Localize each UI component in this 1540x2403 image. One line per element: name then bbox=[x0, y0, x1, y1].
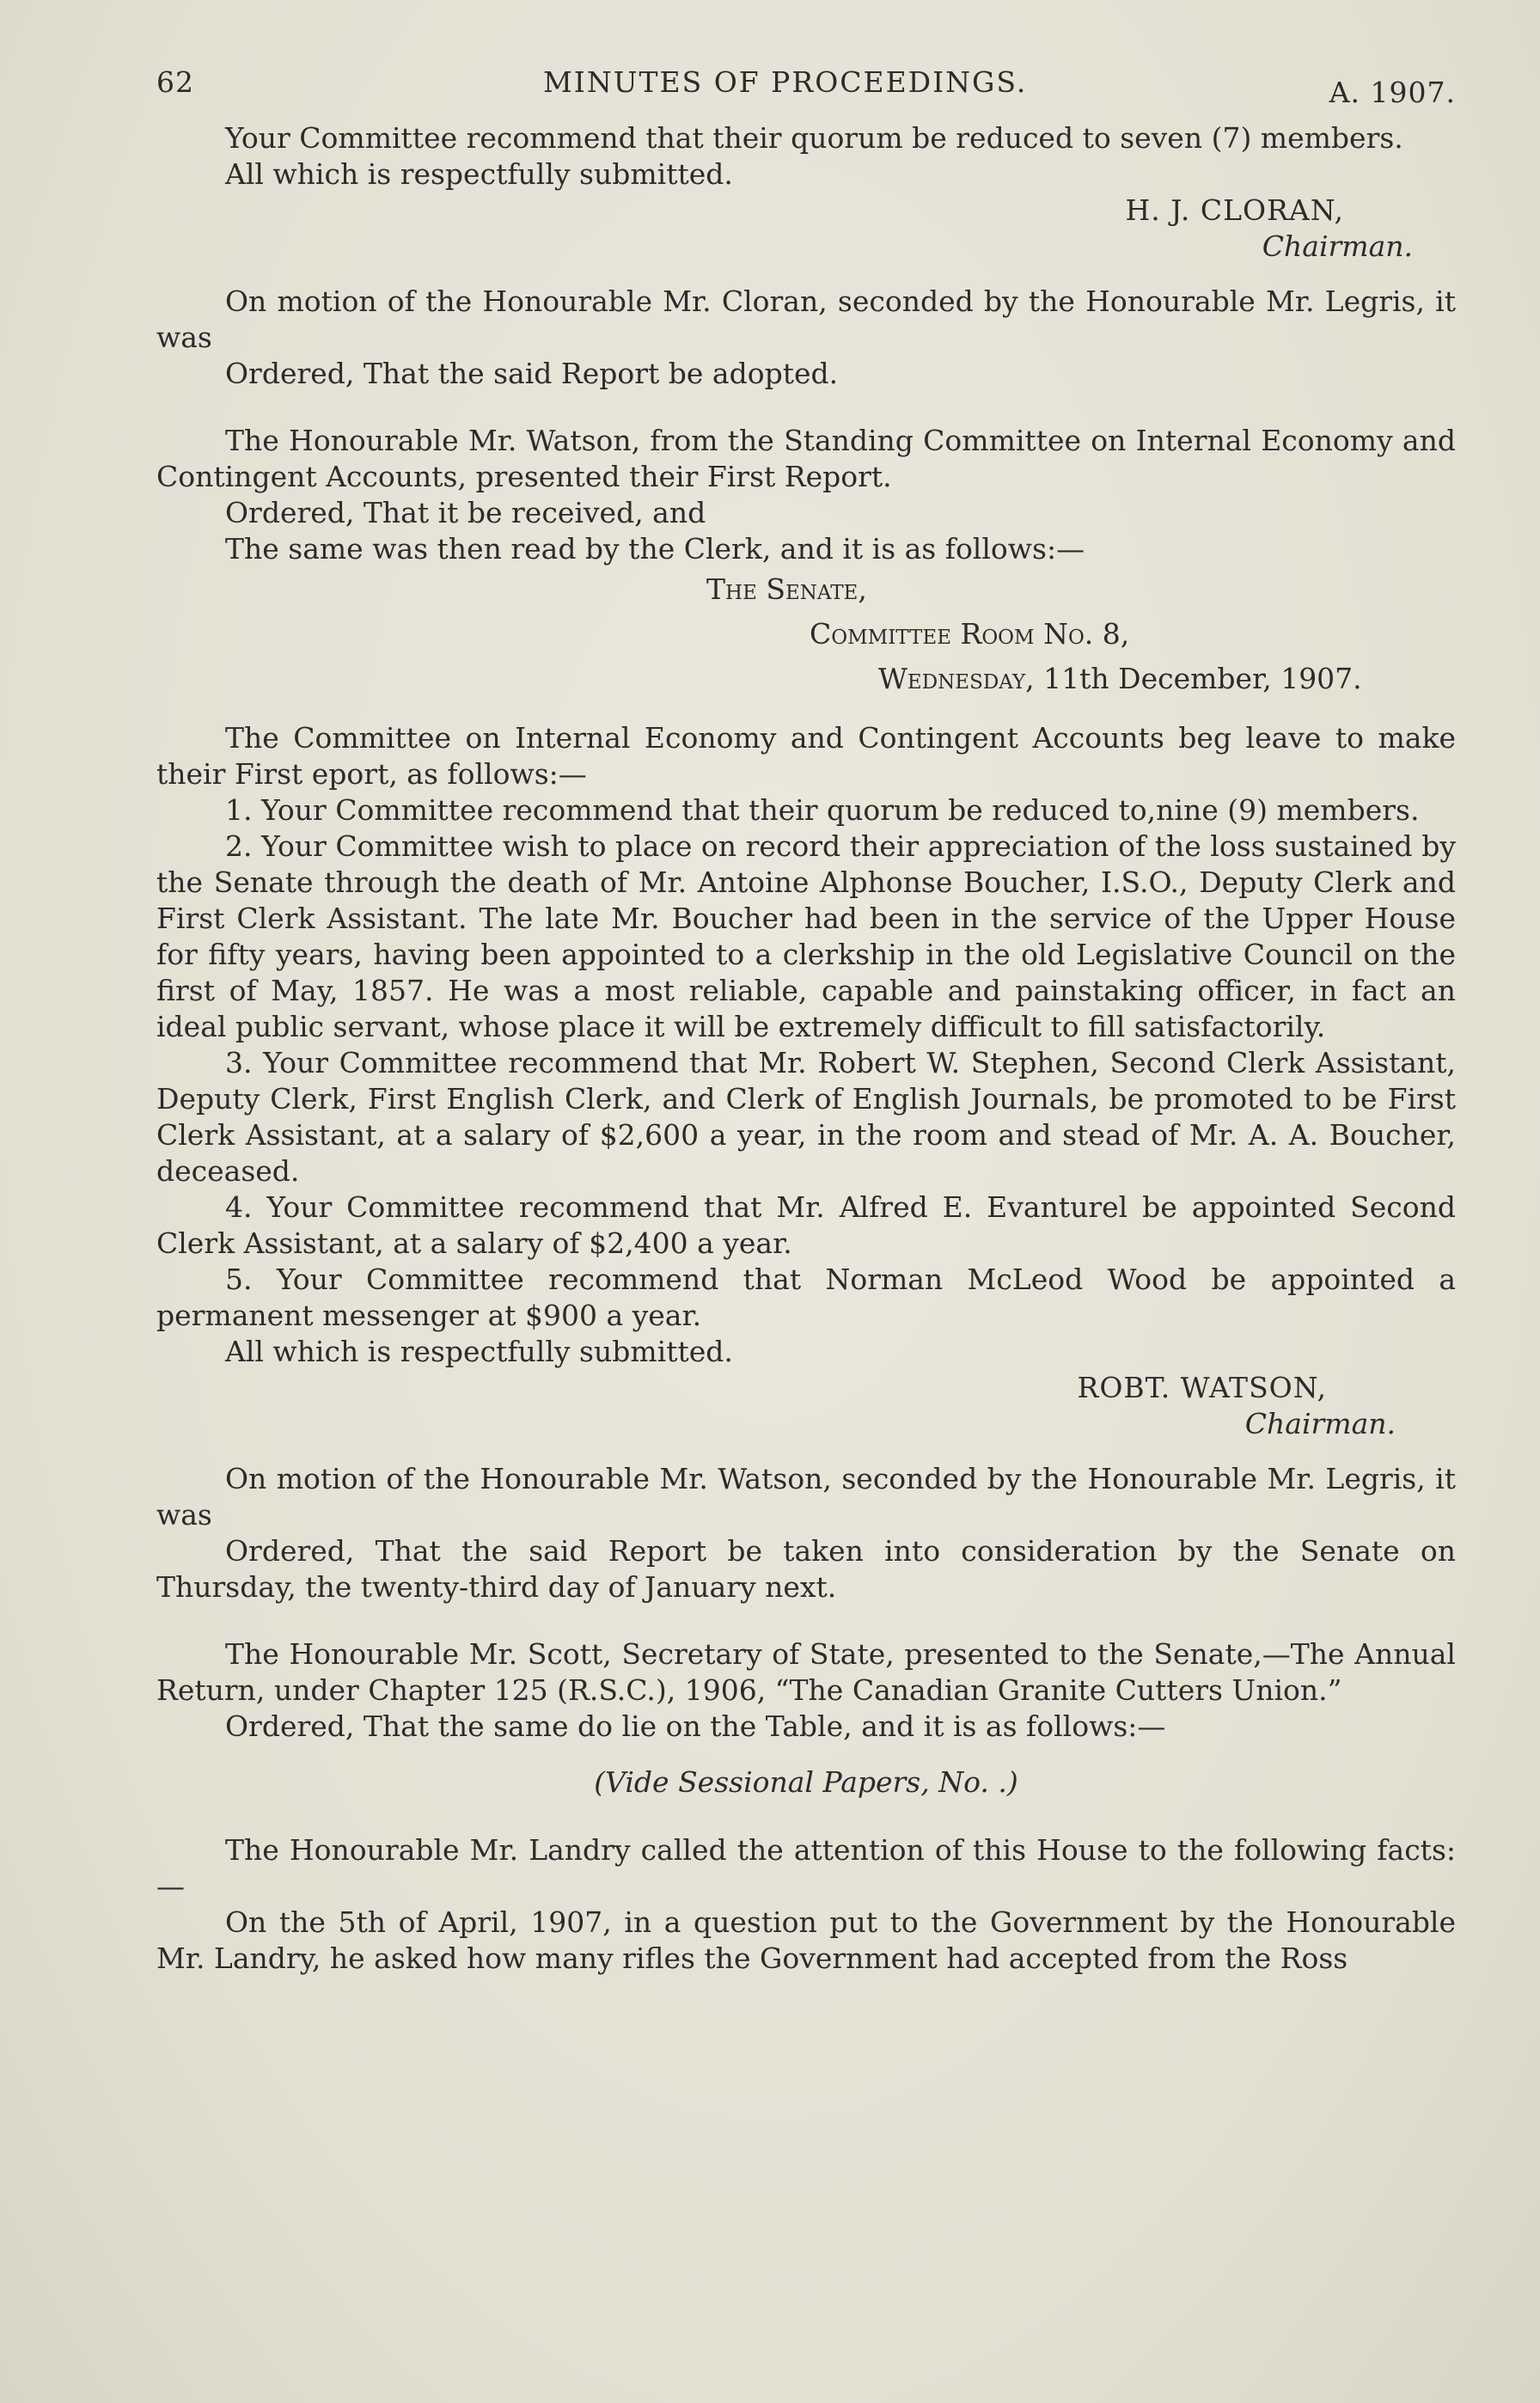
paragraph-submitted-2: All which is respectfully submitted. bbox=[225, 1335, 733, 1368]
heading-date bbox=[156, 657, 1456, 701]
paragraph-watson-report: The Honourable Mr. Watson, from the Standing Committee on Internal Economy and Contingent Accounts, presented their First Report. bbox=[156, 424, 1456, 493]
paragraph-quorum-seven: Your Committee recommend that their quorum be reduced to seven (7) members. bbox=[225, 121, 1403, 155]
paragraph-ordered-table: Ordered, That the same do lie on the Table, and it is as follows:— bbox=[225, 1709, 1166, 1743]
paragraph-item-1: 1. Your Committee recommend that their quorum be reduced to,nine (9) members. bbox=[225, 793, 1420, 827]
paragraph-item-2: 2. Your Committee wish to place on record their appreciation of the loss sustained by the Senate through the death of Mr. Antoine Alphonse Boucher, I.S.O., Deputy Clerk and First Clerk Assistant. The late Mr. Boucher had been in the service of the Upper House for fifty years, having been appointed to a clerkship in the old Legislative Council on the first of May, 1857. He was a most reliable, capable and painstaking officer, in fact an ideal public servant, whose place it will be extremely difficult to fill satisfactorily. bbox=[156, 829, 1456, 1043]
signature-title-1: Chairman. bbox=[1262, 229, 1413, 263]
page-title: MINUTES OF PROCEEDINGS. bbox=[543, 65, 1028, 99]
signature-title-2: Chairman. bbox=[1244, 1407, 1396, 1440]
paragraph-ordered-consideration: Ordered, That the said Report be taken into consideration by the Senate on Thursday, the twenty-third day of January next. bbox=[156, 1534, 1456, 1604]
paragraph-item-4: 4. Your Committee recommend that Mr. Alfred E. Evanturel be appointed Second Clerk Assistant, at a salary of $2,400 a year. bbox=[156, 1190, 1456, 1260]
paragraph-read-by-clerk: The same was then read by the Clerk, and it is as follows:— bbox=[225, 532, 1085, 566]
paragraph-ordered-adopted: Ordered, That the said Report be adopted. bbox=[225, 357, 839, 390]
signature-watson: ROBT. WATSON, bbox=[1077, 1371, 1327, 1404]
paragraph-landry-question: On the 5th of April, 1907, in a question put to the Government by the Honourable Mr. Landry, he asked how many rifles the Government had accepted from the Ross bbox=[156, 1905, 1456, 1975]
vide-sessional-papers: (Vide Sessional Papers, No. .) bbox=[594, 1765, 1018, 1799]
paragraph-motion-cloran: On motion of the Honourable Mr. Cloran, seconded by the Honourable Mr. Legris, it was bbox=[156, 284, 1456, 354]
running-header bbox=[156, 60, 1456, 120]
paragraph-item-5: 5. Your Committee recommend that Norman McLeod Wood be appointed a permanent messenger at $900 a year. bbox=[156, 1263, 1456, 1332]
paragraph-ordered-received: Ordered, That it be received, and bbox=[225, 496, 706, 529]
heading-day: Wednesday, bbox=[878, 662, 1035, 695]
heading-senate: The Senate, bbox=[706, 572, 867, 606]
paragraph-landry-attention: The Honourable Mr. Landry called the attention of this House to the following facts:— bbox=[156, 1833, 1456, 1903]
page-content bbox=[156, 60, 1456, 1977]
heading-date-text: 11th December, 1907. bbox=[1043, 662, 1362, 695]
report-heading bbox=[156, 567, 1456, 701]
page-number: 62 bbox=[156, 65, 194, 99]
signature-cloran: H. J. CLORAN, bbox=[1125, 193, 1344, 227]
paragraph-item-3: 3. Your Committee recommend that Mr. Robert W. Stephen, Second Clerk Assistant, Deputy Clerk, First English Clerk, and Clerk of English Journals, be promoted to be First Clerk Assistant, at a salary of $2,600 a year, in the room and stead of Mr. A. A. Boucher, deceased. bbox=[156, 1046, 1456, 1188]
paragraph-submitted-1: All which is respectfully submitted. bbox=[225, 157, 733, 191]
header-year: A. 1907. bbox=[1329, 76, 1456, 109]
paragraph-scott-return: The Honourable Mr. Scott, Secretary of State, presented to the Senate,—The Annual Return, under Chapter 125 (R.S.C.), 1906, “The Canadian Granite Cutters Union.” bbox=[156, 1637, 1456, 1707]
paragraph-motion-watson: On motion of the Honourable Mr. Watson, seconded by the Honourable Mr. Legris, it was bbox=[156, 1462, 1456, 1532]
heading-committee-room: Committee Room No. 8, bbox=[810, 617, 1130, 651]
paragraph-first-report: The Committee on Internal Economy and Contingent Accounts beg leave to make their First eport, as follows:— bbox=[156, 721, 1456, 791]
